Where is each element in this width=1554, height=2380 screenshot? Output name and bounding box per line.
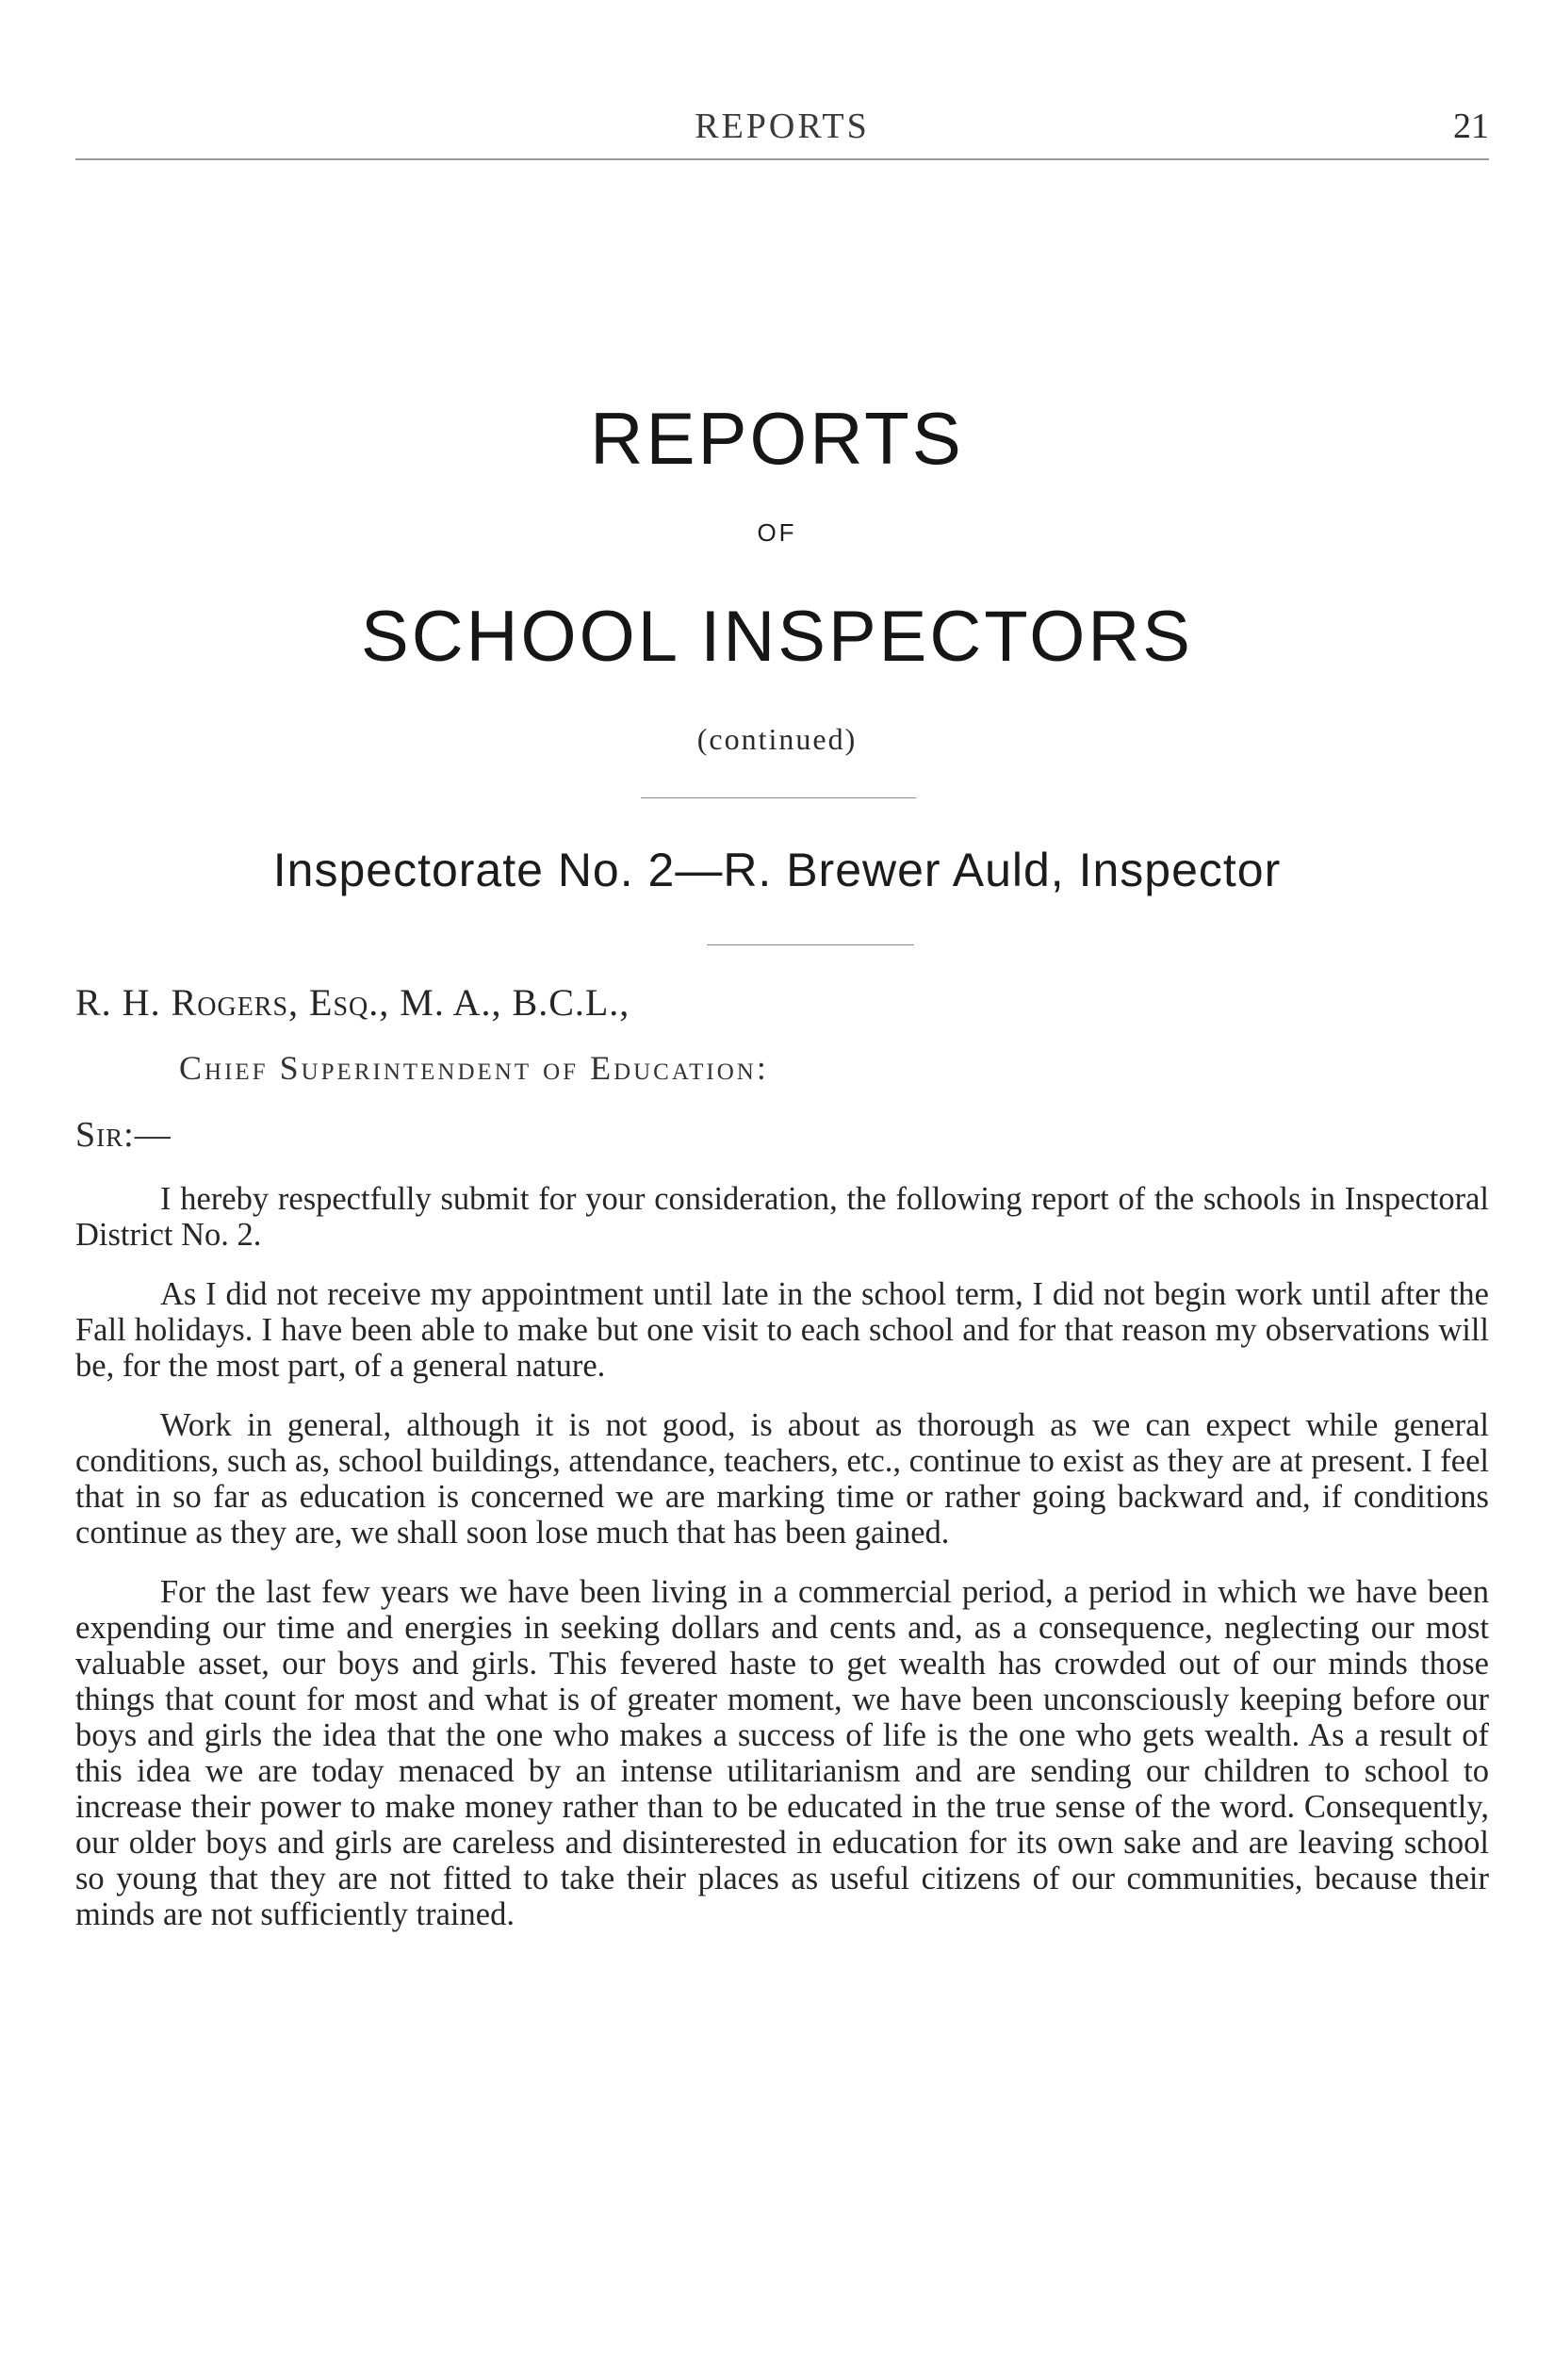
running-title: REPORTS — [695, 107, 870, 146]
body-paragraph: For the last few years we have been living in a commercial period, a period in which we have been expending our time and energies in seeking dollars and cents and, as a consequence, neglecting our most valuable asset, our boys and girls. This fevered haste to get wealth has crowded out of our minds those things that count for most and what is of greater moment, we have been unconsciously keeping before our boys and girls the idea that the one who makes a success of life is the one who gets wealth. As a result of this idea we are today menaced by an intense utilitarianism and are sending our children to school to increase their power to make money rather than to be educated in the true sense of the word. Consequently, our older boys and girls are careless and disinterested in education for its own sake and are leaving school so young that they are not fitted to take their places as useful citizens of our communities, because their minds are not sufficiently trained. — [75, 1574, 1489, 1932]
letter-salutation: Sir:— — [75, 1115, 172, 1155]
section-divider — [707, 944, 914, 945]
continued-note: (continued) — [696, 722, 858, 756]
running-header — [75, 106, 1489, 153]
letter-designation: Chief Superintendent of Education: — [179, 1049, 769, 1087]
letter-addressee: R. H. Rogers, Esq., M. A., B.C.L., — [75, 981, 630, 1024]
title-subtitle: SCHOOL INSPECTORS — [361, 597, 1193, 677]
report-body — [75, 1181, 1489, 1956]
section-divider — [641, 797, 916, 798]
body-paragraph: As I did not receive my appointment until late in the school term, I did not begin work until after the Fall holidays. I have been able to make but one visit to each school and for that reason my observations will be, for the most part, of a general nature. — [75, 1276, 1489, 1384]
title-main: REPORTS — [590, 397, 964, 480]
title-of: OF — [757, 518, 797, 547]
header-rule — [75, 158, 1489, 160]
body-paragraph: I hereby respectfully submit for your consideration, the following report of the schools in Inspectoral District No. 2. — [75, 1181, 1489, 1253]
page-number: 21 — [1453, 107, 1489, 146]
inspectorate-heading: Inspectorate No. 2—R. Brewer Auld, Inspector — [272, 844, 1282, 896]
body-paragraph: Work in general, although it is not good, is about as thorough as we can expect while general conditions, such as, school buildings, attendance, teachers, etc., continue to exist as they are at present. I feel that in so far as education is concerned we are marking time or rather going backward and, if conditions continue as they are, we shall soon lose much that has been gained. — [75, 1407, 1489, 1551]
